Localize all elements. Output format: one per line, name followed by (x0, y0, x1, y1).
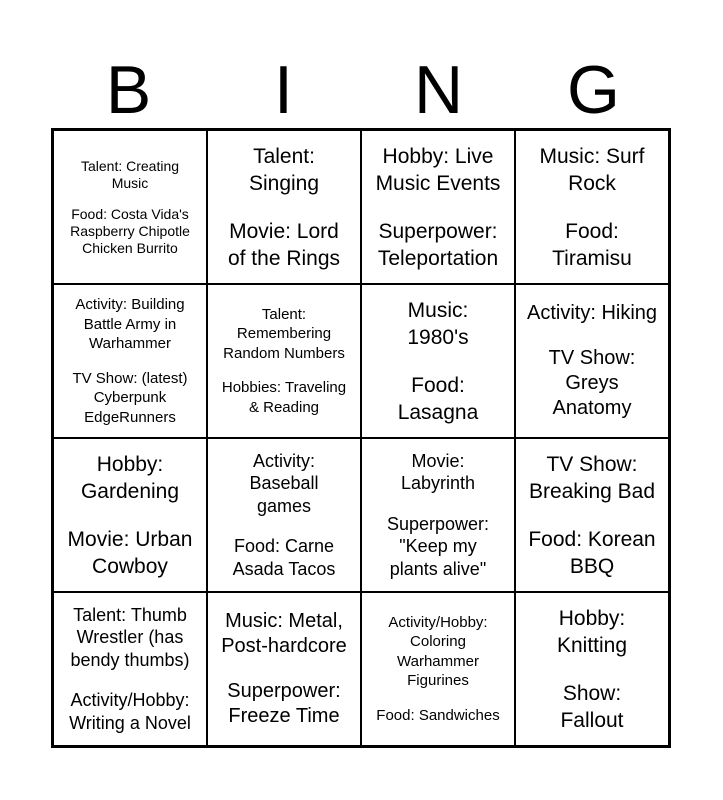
cell-line-1: Activity: Baseball games (249, 450, 319, 516)
bingo-cell-2-4[interactable] (515, 284, 669, 438)
cell-line-2: Show: Fallout (560, 681, 624, 732)
cell-line-2: Food: Carne Asada Tacos (232, 536, 336, 579)
bingo-cell-4-2[interactable] (207, 592, 361, 746)
bingo-header (51, 52, 671, 128)
bingo-grid (51, 128, 671, 748)
cell-line-1: Activity/Hobby: Coloring Warhammer Figurines (388, 613, 488, 690)
cell-line-1: Movie: Labyrinth (400, 450, 476, 494)
cell-line-1: Talent: Thumb Wrestler (has bendy thumbs) (70, 604, 190, 670)
bingo-cell-1-2[interactable] (207, 130, 361, 284)
bingo-cell-3-2[interactable] (207, 438, 361, 592)
cell-line-2: Movie: Lord of the Rings (227, 219, 341, 270)
bingo-cell-2-3[interactable] (361, 284, 515, 438)
cell-line-2: Food: Lasagna (397, 373, 479, 424)
cell-line-1: Activity: Hiking (526, 302, 658, 324)
cell-line-2: Movie: Urban Cowboy (67, 527, 193, 578)
cell-line-1: Music: 1980's (407, 298, 469, 349)
cell-line-2: Superpower: "Keep my plants alive" (386, 513, 490, 579)
header-letter-n: N (413, 52, 464, 128)
cell-line-1: Music: Surf Rock (539, 144, 645, 195)
bingo-cell-1-3[interactable] (361, 130, 515, 284)
cell-line-1: Talent: Creating Music (80, 157, 180, 191)
cell-line-2: Hobbies: Traveling & Reading (221, 379, 347, 416)
cell-line-2: TV Show: Greys Anatomy (548, 347, 636, 419)
cell-line-2: Activity/Hobby: Writing a Novel (69, 690, 191, 733)
header-letter-b: B (105, 52, 152, 128)
bingo-cell-4-3[interactable] (361, 592, 515, 746)
cell-line-1: Hobby: Gardening (80, 452, 180, 503)
cell-line-1: Hobby: Knitting (556, 606, 628, 657)
bingo-cell-2-2[interactable] (207, 284, 361, 438)
cell-line-2: Food: Tiramisu (552, 219, 632, 270)
cell-line-1: Talent: Remembering Random Numbers (223, 305, 345, 362)
cell-line-1: Talent: Singing (248, 144, 320, 195)
bingo-cell-3-1[interactable] (53, 438, 207, 592)
cell-line-1: Activity: Building Battle Army in Warhammer (75, 296, 185, 352)
cell-line-2: Superpower: Freeze Time (227, 680, 341, 727)
cell-line-1: Hobby: Live Music Events (375, 144, 501, 195)
cell-line-2: Food: Sandwiches (376, 706, 500, 724)
bingo-cell-3-3[interactable] (361, 438, 515, 592)
bingo-cell-1-1[interactable] (53, 130, 207, 284)
header-letter-g: G (567, 52, 620, 128)
header-letter-i: I (274, 52, 293, 128)
bingo-cell-2-1[interactable] (53, 284, 207, 438)
bingo-cell-4-1[interactable] (53, 592, 207, 746)
cell-line-1: Music: Metal, Post-hardcore (221, 610, 347, 657)
cell-line-2: Superpower: Teleportation (377, 219, 499, 270)
cell-line-2: Food: Costa Vida's Raspberry Chipotle Chicken Burrito (70, 205, 190, 256)
cell-line-2: Food: Korean BBQ (528, 527, 656, 578)
cell-line-1: TV Show: Breaking Bad (528, 452, 656, 503)
bingo-cell-4-4[interactable] (515, 592, 669, 746)
bingo-cell-1-4[interactable] (515, 130, 669, 284)
cell-line-2: TV Show: (latest) Cyberpunk EdgeRunners (72, 369, 188, 426)
bingo-cell-3-4[interactable] (515, 438, 669, 592)
